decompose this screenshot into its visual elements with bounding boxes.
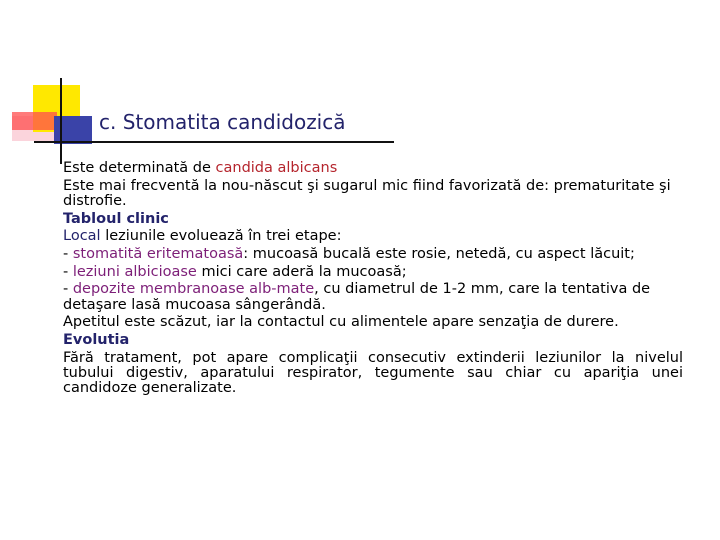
decor-vertical-line <box>60 78 62 164</box>
highlight-leziuni: leziuni albicioase <box>72 263 197 280</box>
paragraph-stage-1: - stomatită eritematoasă: mucoasă bucală este rosie, netedă, cu aspect lăcuit; <box>63 246 635 263</box>
slide-title: c. Stomatita candidozică <box>99 110 346 134</box>
highlight-local: Local <box>63 228 101 245</box>
paragraph-local: Local leziunile evoluează în trei etape: <box>63 228 342 245</box>
paragraph-appetite: Apetitul este scăzut, iar la contactul cu alimentele apare senzaţia de durere. <box>63 314 619 331</box>
paragraph-frequency: Este mai frecventă la nou-născut şi sugarul mic fiind favorizată de: prematuritate şi distrofie. <box>63 177 671 209</box>
decor-red-square <box>12 112 57 130</box>
title-underline <box>34 141 394 143</box>
paragraph-stage-3: - depozite membranoase alb-mate, cu diametrul de 1-2 mm, care la tentativa de detaşare lasă mucoasa sângerândă. <box>63 281 651 313</box>
highlight-candida: candida albicans <box>215 160 338 176</box>
highlight-depozite: depozite membranoase alb-mate <box>72 281 315 298</box>
paragraph-stage-2: - leziuni albicioase mici care aderă la mucoasă; <box>63 263 407 280</box>
paragraph-determination: Este determinată de candida albicans <box>63 160 338 176</box>
slide-body <box>63 161 683 399</box>
highlight-stomatita: stomatită eritematoasă <box>72 246 244 263</box>
paragraph-evolution: Fără tratament, pot apare complicaţii consecutiv extinderii leziunilor la nivelul tubului digestiv, aparatului respirator, tegumente sau chiar cu apariţia unei candidoze generalizate. <box>63 349 683 397</box>
heading-clinic: Tabloul clinic <box>63 210 169 227</box>
heading-evolution: Evolutia <box>63 332 130 349</box>
